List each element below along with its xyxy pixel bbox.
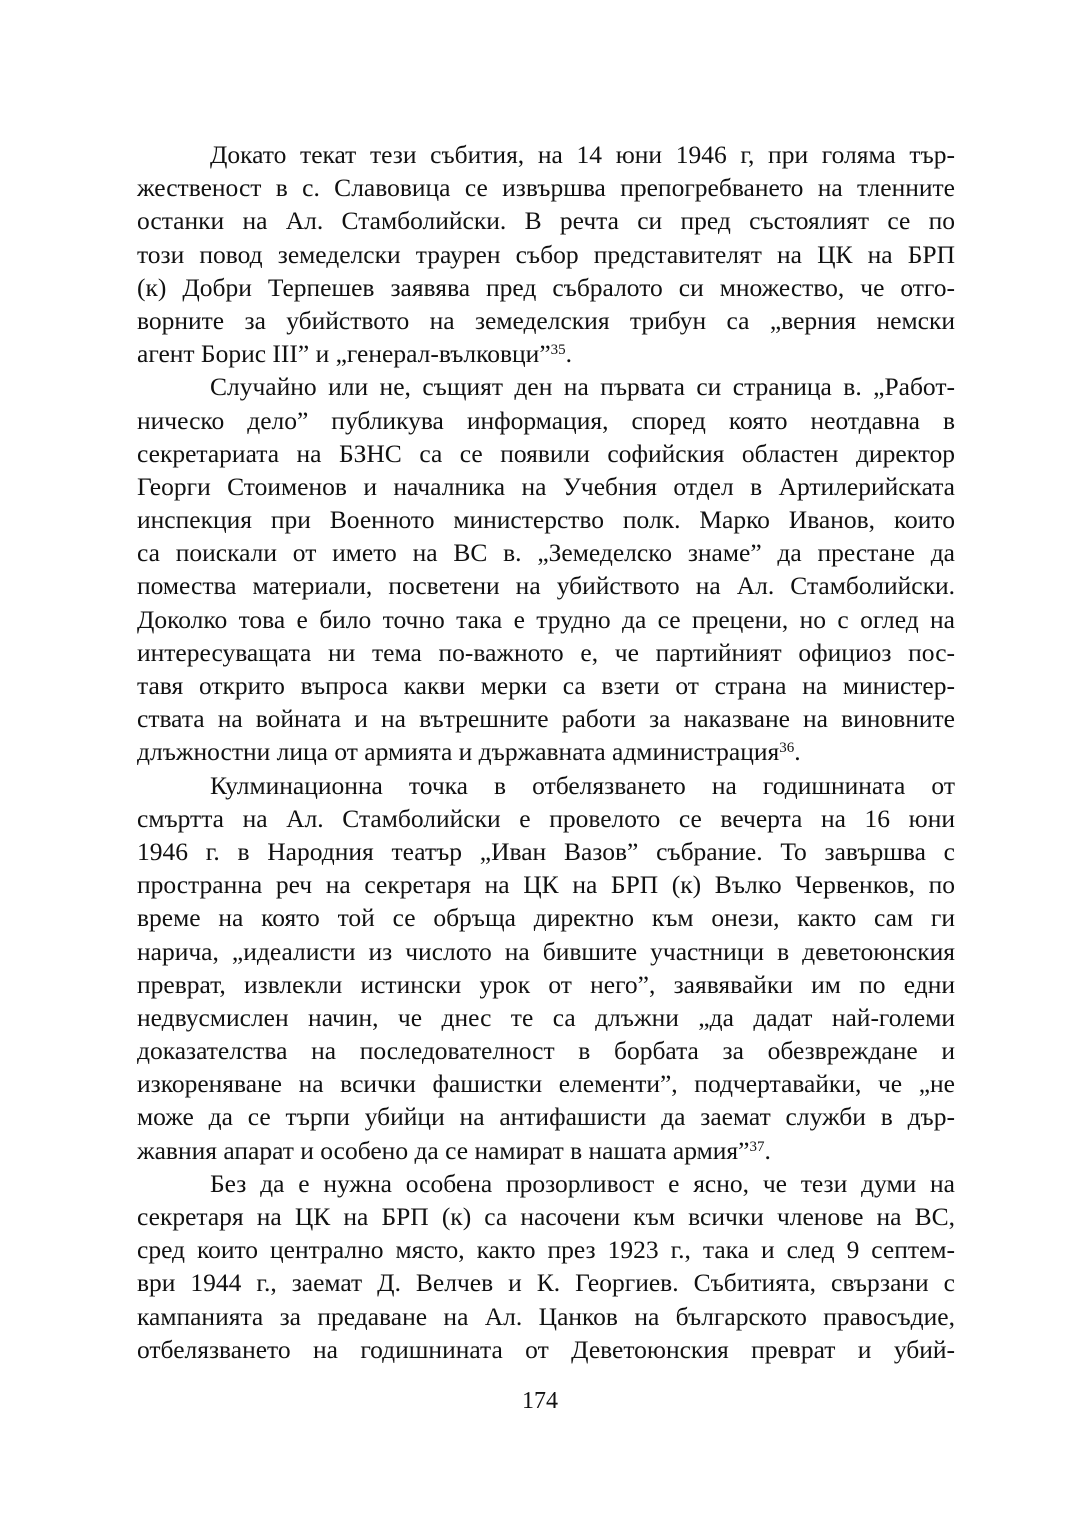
text-line: Случайно или не, същият ден на първата си страница в. „Работ- — [210, 372, 955, 402]
text-line: може да се търпи убийци на антифашисти да заемат служби в дър- — [137, 1102, 955, 1132]
text-line: инспекция при Военното министерство полк. Марко Иванов, които — [137, 505, 955, 535]
text-line: секретаря на ЦК на БРП (к) са насочени към всички членове на ВС, — [137, 1202, 955, 1231]
text-line: кампанията за предаване на Ал. Цанков на българското правосъдие, — [137, 1301, 955, 1331]
footnote-ref: 36 — [779, 740, 795, 757]
text-line: Георги Стоименов и началника на Учебния отдел в Артилерийската — [137, 471, 955, 501]
text-line: помества материали, посветени на убийството на Ал. Стамболийски. — [137, 571, 955, 601]
text-line: жественост в с. Славовица се извършва препогребването на тленните — [137, 173, 955, 203]
sentence-end: . — [794, 737, 801, 767]
text-line-last — [137, 1134, 955, 1167]
paragraph-1 — [137, 138, 955, 370]
page-number: 174 — [522, 1388, 558, 1414]
text-line-last — [137, 735, 955, 768]
paragraph-4 — [137, 1167, 955, 1366]
text-line: пространна реч на секретаря на ЦК на БРП (к) Вълко Червенков, по — [137, 870, 955, 900]
text-line: Кулминационна точка в отбелязването на годишнината от — [210, 770, 955, 800]
paragraph-3 — [137, 769, 955, 1167]
text-line: доказателства на последователност в борбата за обезвреждане и — [137, 1036, 955, 1066]
text-line: нарича, „идеалисти из числото на бившите участници в деветоюнския — [137, 936, 955, 966]
text-line: са поискали от името на ВС в. „Земеделско знаме” да престане да — [137, 538, 955, 568]
text-line-content: длъжностни лица от армията и държавната администрация — [137, 737, 780, 767]
text-line: Докато текат тези събития, на 14 юни 1946 г, при голяма тър- — [210, 140, 955, 169]
text-line: ворните за убийството на земеделския трибун са „верния немски — [137, 305, 955, 335]
sentence-end: . — [764, 1135, 771, 1165]
text-line: ври 1944 г., заемат Д. Велчев и К. Георгиев. Събитията, свързани с — [137, 1268, 955, 1298]
text-line: преврат, извлекли истински урок от него”, заявявайки им по едни — [137, 969, 955, 999]
text-line: Без да е нужна особена прозорливост е ясно, че тези думи на — [210, 1168, 955, 1198]
text-line-content: жавния апарат и особено да се намират в нашата армия” — [137, 1135, 750, 1165]
text-line: 1946 г. в Народния театър „Иван Вазов” събрание. То завършва с — [137, 836, 955, 866]
page-body — [137, 138, 955, 1438]
text-line: смъртта на Ал. Стамболийски е провелото се вечерта на 16 юни — [137, 803, 955, 833]
text-line: тавя открито въпроса какви мерки са взети от страна на министер- — [137, 671, 955, 700]
footnote-ref: 37 — [749, 1138, 765, 1155]
text-line: време на която той се обръща директно към онези, както сам ги — [137, 903, 955, 933]
text-line: изкореняване на всички фашистки елементи”, подчертавайки, че „не — [137, 1069, 955, 1099]
text-line: сред които централно място, както през 1923 г., така и след 9 септем- — [137, 1235, 955, 1265]
text-line: недвусмислен начин, че днес те са длъжни „да дадат най-големи — [137, 1002, 955, 1032]
text-line: ствата на войната и на вътрешните работи за наказване на виновните — [137, 704, 955, 734]
text-line: ническо дело” публикува информация, според която неотдавна в — [137, 405, 955, 435]
text-line: този повод земеделски траурен събор представителят на ЦК на БРП — [137, 239, 955, 269]
footnote-ref: 35 — [550, 341, 566, 358]
text-line-content: агент Борис III” и „генерал-вълковци” — [137, 339, 551, 369]
text-line: останки на Ал. Стамболийски. В речта си пред състоялият се по — [137, 206, 955, 236]
paragraph-2 — [137, 370, 955, 768]
text-line: секретариата на БЗНС са се появили софийския областен директор — [137, 438, 955, 468]
sentence-end: . — [565, 339, 573, 369]
text-line: интересуващата ни тема по-важното е, че партийният официоз пос- — [137, 637, 955, 667]
text-line-last — [137, 337, 955, 370]
text-line: Доколко това е било точно така е трудно да се прецени, но с оглед на — [137, 604, 955, 634]
text-line: (к) Добри Терпешев заявява пред събралото си множество, че отго- — [137, 272, 955, 302]
text-line: отбелязването на годишнината от Деветоюнския преврат и убий- — [137, 1334, 955, 1364]
